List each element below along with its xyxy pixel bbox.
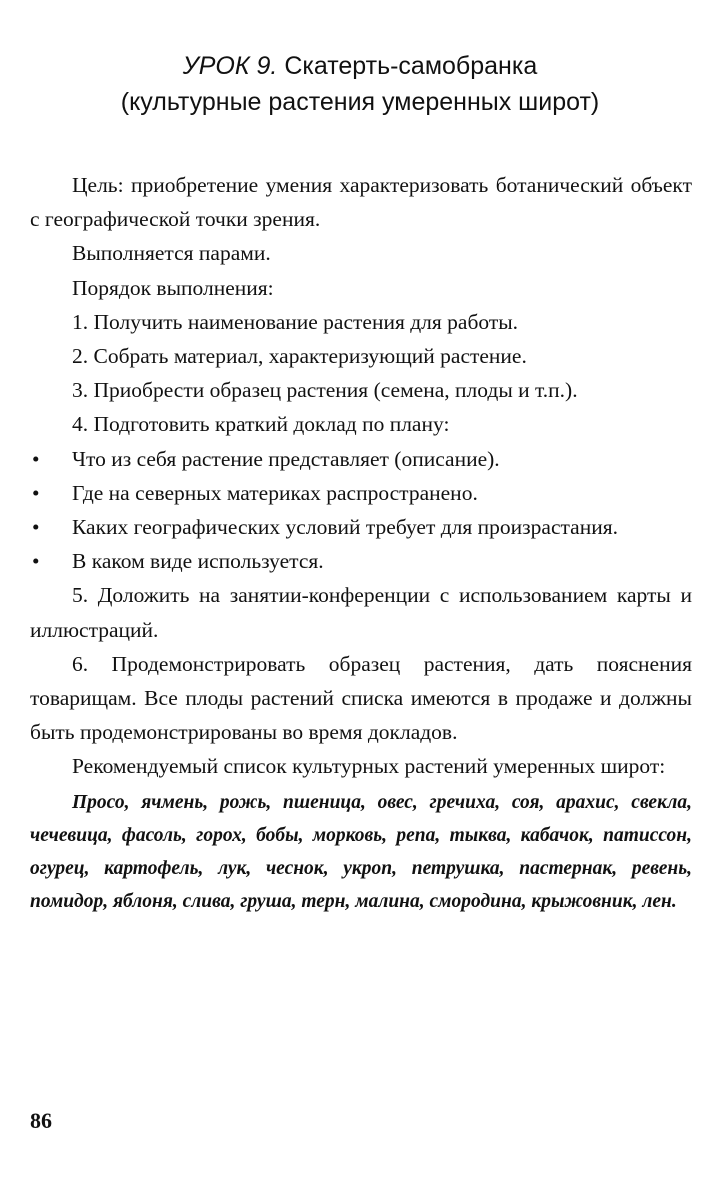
plan-item [30,476,692,510]
order-heading: Порядок выполнения: [72,275,274,300]
step-1: 1. Получить наименование растения для работы. [72,309,519,334]
step-3: 3. Приобрести образец растения (семена, плоды и т.п.). [72,378,578,403]
goal-paragraph: Цель: приобретение умения характеризовать ботанический объект с географической точки зрения. [30,173,692,232]
step-5: 5. Доложить на занятии-конференции с использованием карты и иллюстраций. [30,583,692,642]
step-2: 2. Собрать материал, характеризующий растение. [72,344,527,369]
lesson-subtitle: (культурные растения умеренных широт) [120,88,600,116]
plan-item [30,510,692,544]
mode-paragraph: Выполняется парами. [72,241,271,266]
step-6: 6. Продемонстрировать образец растения, дать пояснения товарищам. Все плоды растений списка имеются в продаже и должны быть продемонстрированы во время докладов. [30,651,692,745]
plan-item [30,544,692,578]
plant-list: Просо, ячмень, рожь, пшеница, овес, гречиха, соя, арахис, свекла, чечевица, фасоль, горох, бобы, морковь, репа, тыква, кабачок, патиссон, огурец, картофель, лук, чеснок, укроп, петрушка, пастернак, ревень, помидор, яблоня, слива, груша, терн, малина, смородина, крыжовник, лен. [30,791,692,912]
plan-item [30,442,692,476]
plan-item-text: Каких географических условий требует для произрастания. [72,515,618,540]
bullet-icon: • [32,549,40,574]
list-heading: Рекомендуемый список культурных растений умеренных широт: [72,754,666,779]
bullet-icon: • [32,480,40,505]
page-number: 86 [30,1108,52,1133]
title-line-1 [0,48,720,84]
bullet-icon: • [32,446,40,471]
lesson-number: УРОК 9. [182,52,278,80]
plan-item-text: Что из себя растение представляет (описание). [72,446,500,471]
lesson-body [30,168,692,918]
lesson-title [0,48,720,120]
lesson-name: Скатерть-самобранка [284,52,538,80]
plan-item-text: Где на северных материках распространено. [72,480,478,505]
bullet-icon: • [32,515,40,540]
plan-item-text: В каком виде используется. [72,549,324,574]
step-4: 4. Подготовить краткий доклад по плану: [72,412,450,437]
